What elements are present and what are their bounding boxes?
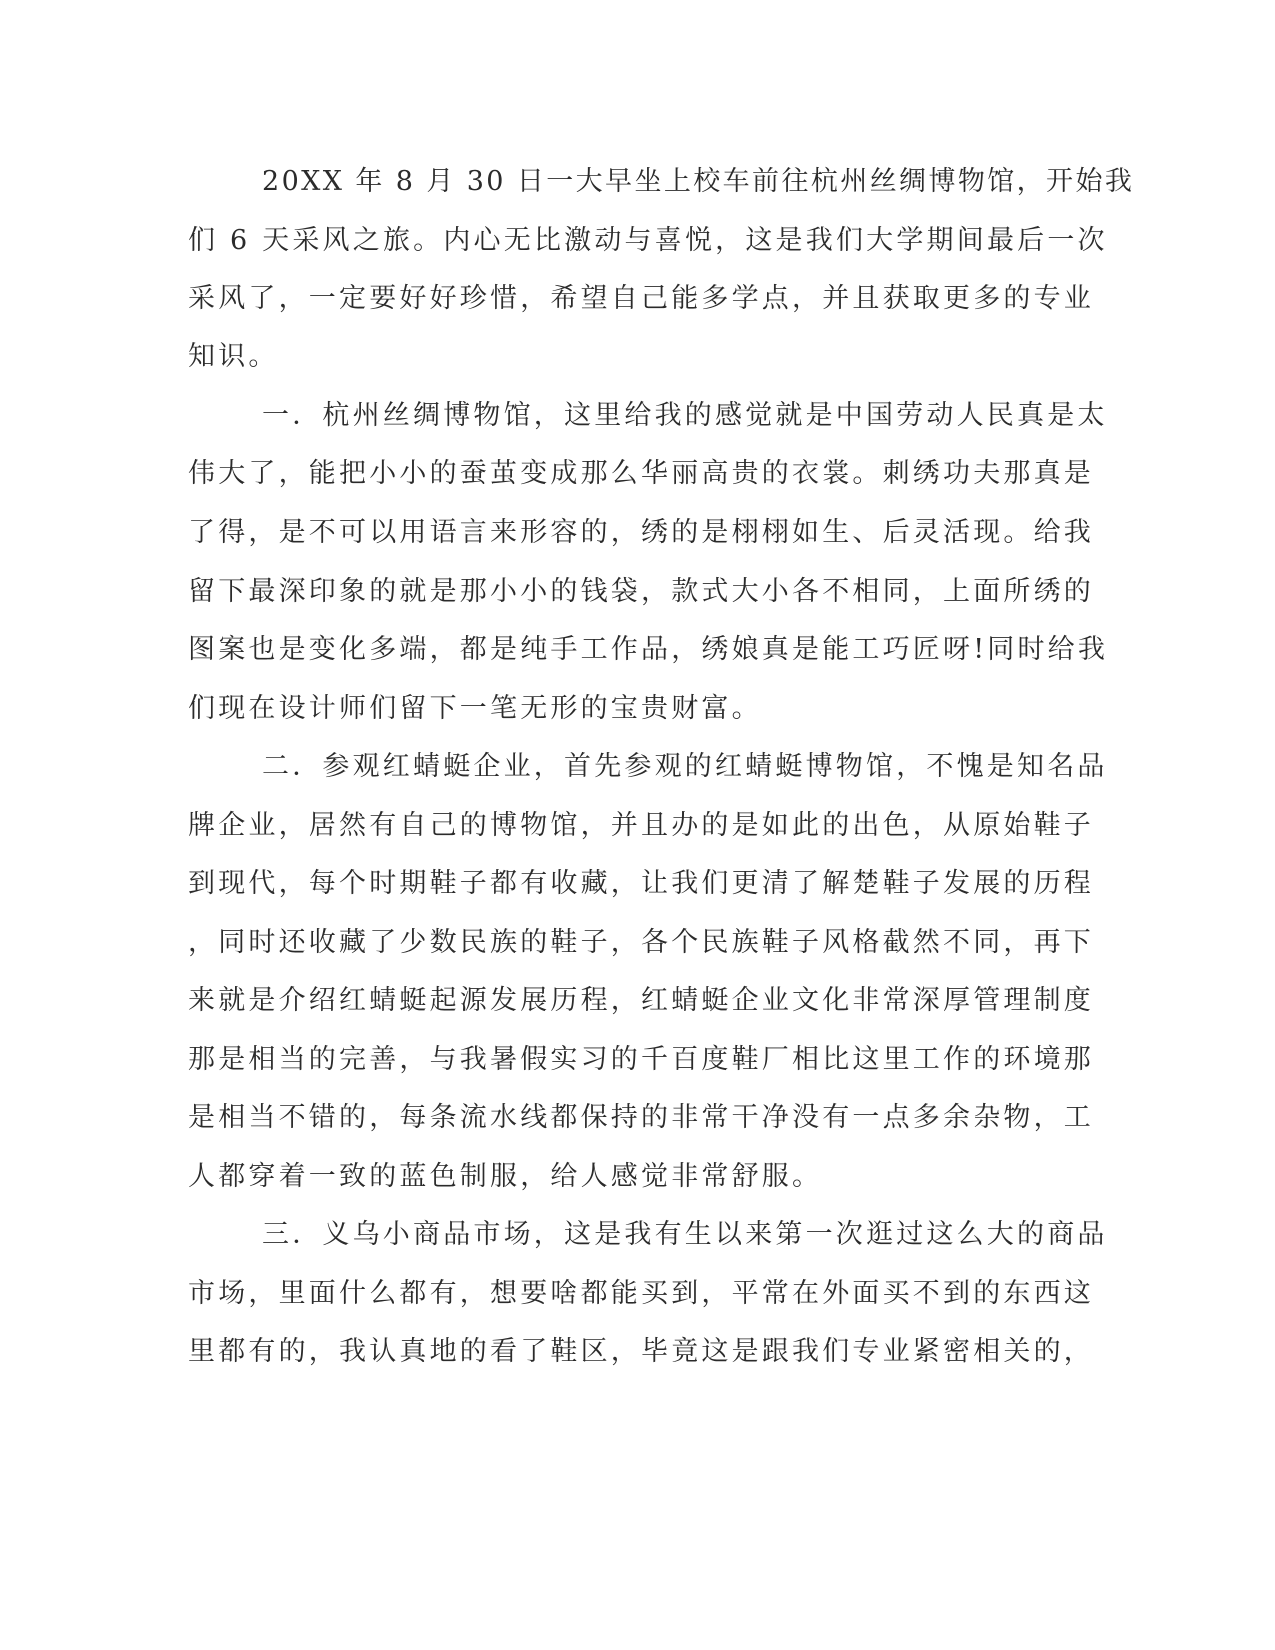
paragraph-section-2-line-4: ，同时还收藏了少数民族的鞋子，各个民族鞋子风格截然不同，再下 <box>188 927 1094 958</box>
paragraph-section-1-line-4: 留下最深印象的就是那小小的钱袋，款式大小各不相同，上面所绣的 <box>188 576 1094 607</box>
paragraph-section-3-line-2: 市场，里面什么都有，想要啥都能买到，平常在外面买不到的东西这 <box>188 1278 1094 1309</box>
paragraph-section-2-line-2: 牌企业，居然有自己的博物馆，并且办的是如此的出色，从原始鞋子 <box>188 810 1094 841</box>
paragraph-section-2-line-1: 二．参观红蜻蜓企业，首先参观的红蜻蜓博物馆，不愧是知名品 <box>262 751 1108 782</box>
paragraph-section-2-line-3: 到现代，每个时期鞋子都有收藏，让我们更清了解楚鞋子发展的历程 <box>188 868 1094 899</box>
paragraph-section-2-line-8: 人都穿着一致的蓝色制服，给人感觉非常舒服。 <box>188 1161 823 1192</box>
paragraph-section-3-line-1: 三．义乌小商品市场，这是我有生以来第一次逛过这么大的商品 <box>262 1219 1108 1250</box>
paragraph-section-1-line-2: 伟大了，能把小小的蚕茧变成那么华丽高贵的衣裳。刺绣功夫那真是 <box>188 458 1094 489</box>
paragraph-section-2-line-7: 是相当不错的，每条流水线都保持的非常干净没有一点多余杂物，工 <box>188 1102 1094 1133</box>
paragraph-section-1-line-5: 图案也是变化多端，都是纯手工作品，绣娘真是能工巧匠呀!同时给我 <box>188 634 1109 665</box>
paragraph-section-1-line-1: 一．杭州丝绸博物馆，这里给我的感觉就是中国劳动人民真是太 <box>262 400 1108 431</box>
paragraph-section-1-line-6: 们现在设计师们留下一笔无形的宝贵财富。 <box>188 693 762 724</box>
paragraph-section-2-line-5: 来就是介绍红蜻蜓起源发展历程，红蜻蜓企业文化非常深厚管理制度 <box>188 985 1094 1016</box>
paragraph-section-1-line-3: 了得，是不可以用语言来形容的，绣的是栩栩如生、后灵活现。给我 <box>188 517 1094 548</box>
paragraph-intro-line-3: 采风了，一定要好好珍惜，希望自己能多学点，并且获取更多的专业 <box>188 283 1094 314</box>
paragraph-intro-line-2: 们 6 天采风之旅。内心无比激动与喜悦，这是我们大学期间最后一次 <box>188 225 1108 256</box>
paragraph-section-2-line-6: 那是相当的完善，与我暑假实习的千百度鞋厂相比这里工作的环境那 <box>188 1044 1094 1075</box>
paragraph-intro-line-4: 知识。 <box>188 341 279 372</box>
paragraph-intro-line-1: 20XX 年 8 月 30 日一大早坐上校车前往杭州丝绸博物馆，开始我 <box>262 166 1135 197</box>
paragraph-section-3-line-3: 里都有的，我认真地的看了鞋区，毕竟这是跟我们专业紧密相关的， <box>188 1336 1094 1367</box>
